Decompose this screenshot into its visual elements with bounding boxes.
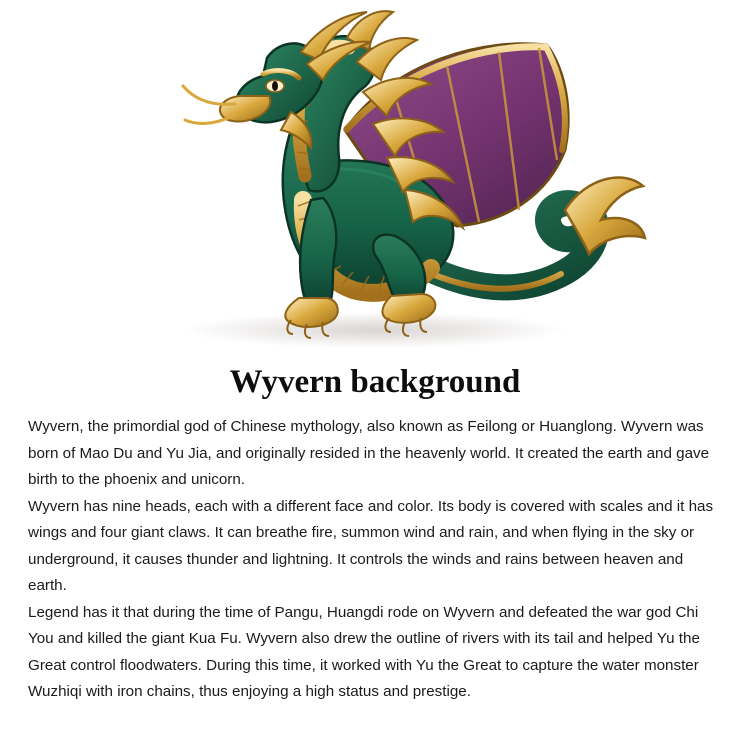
dragon-illustration-container [0, 0, 750, 358]
paragraph-1: Wyvern, the primordial god of Chinese mythology, also known as Feilong or Huanglong. Wyvern was born of Mao Du and Yu Jia, and originally resided in the heavenly world. It created the earth and gave birth to the phoenix and unicorn. [28, 418, 710, 489]
ground-shadow [185, 312, 565, 348]
article-body [0, 414, 750, 706]
paragraph-3: Legend has it that during the time of Pangu, Huangdi rode on Wyvern and defeated the war god Chi You and killed the giant Kua Fu. Wyvern also drew the outline of rivers with its tail and helped Yu the Great control floodwaters. During this time, it worked with Yu the Great to capture the water monster Wuzhiqi with iron chains, thus enjoying a high status and prestige. [28, 603, 700, 701]
wyvern-dragon-illustration [95, 0, 655, 358]
page-title: Wyvern background [229, 364, 521, 400]
dragon-front-claw [285, 298, 337, 327]
paragraph-2: Wyvern has nine heads, each with a different face and color. Its body is covered with scales and it has wings and four giant claws. It can breathe fire, summon wind and rain, and when flying in the sky or underground, it causes thunder and lightning. It controls the winds and rains between heaven and earth. [28, 497, 714, 595]
